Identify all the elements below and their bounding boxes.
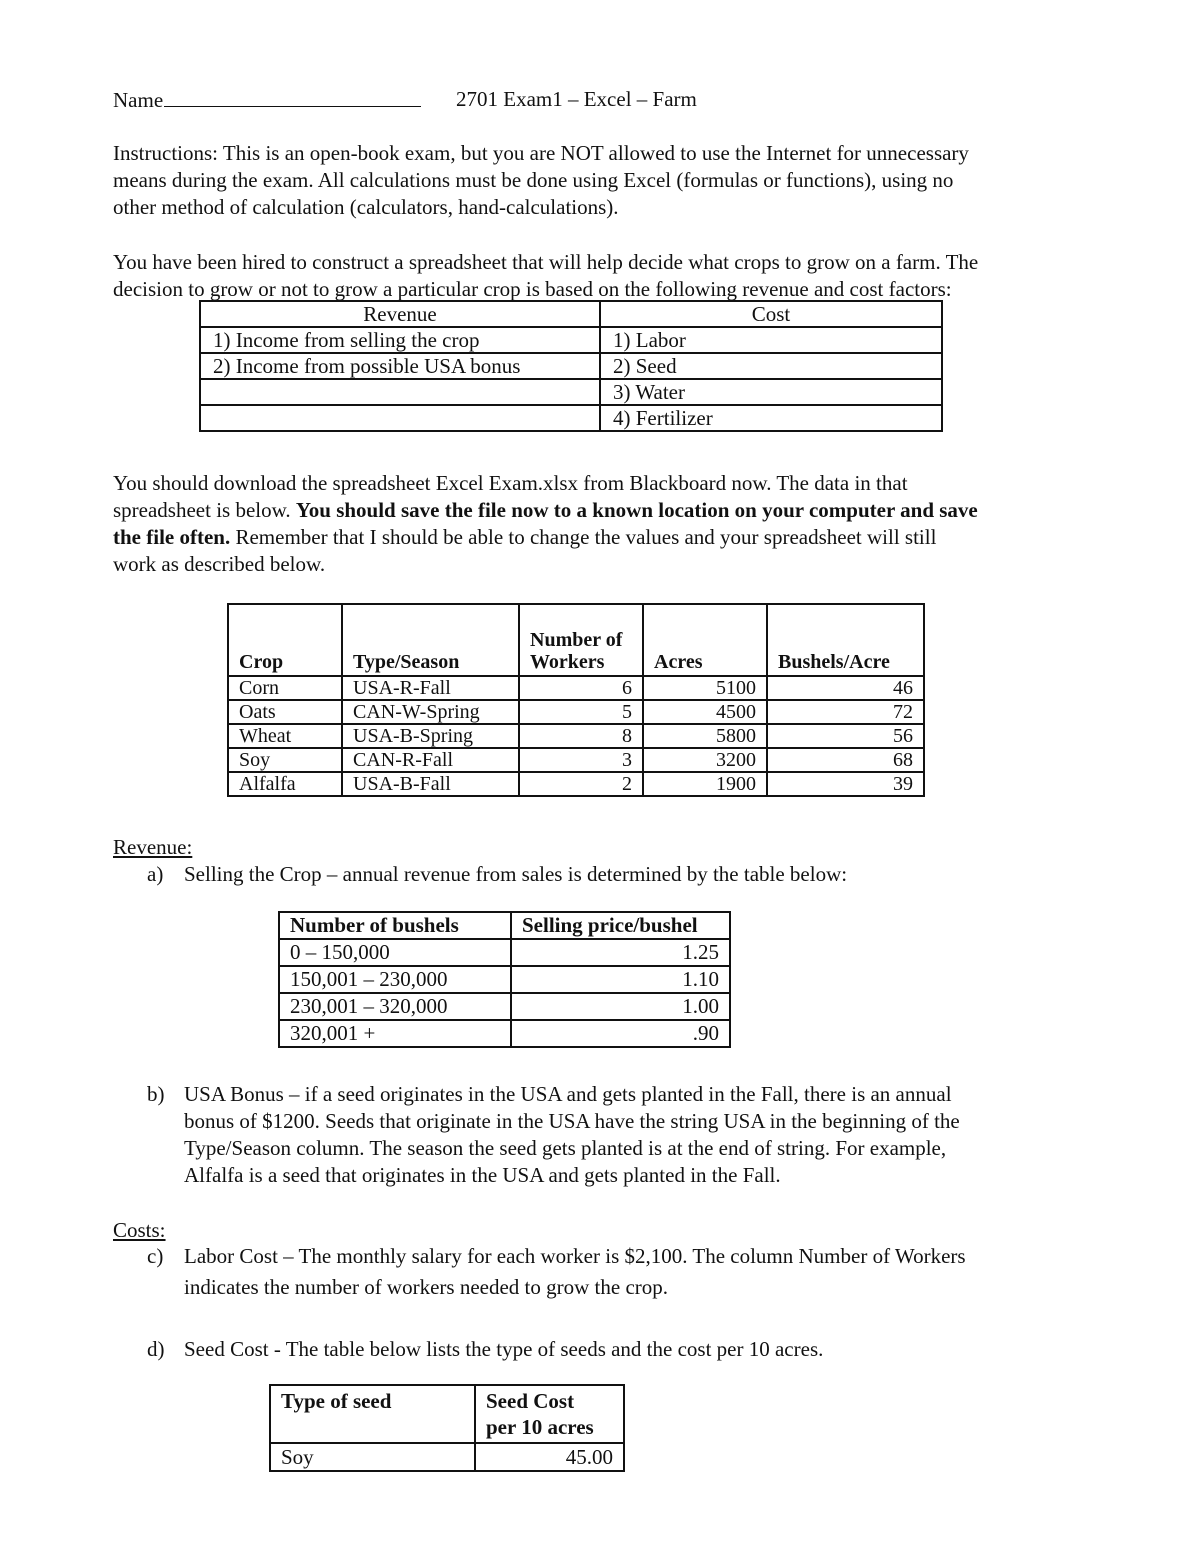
price-header-bushels: Number of bushels: [279, 912, 511, 939]
table-cell: 68: [767, 748, 924, 772]
table-cell: CAN-R-Fall: [342, 748, 519, 772]
price-header-price: Selling price/bushel: [511, 912, 730, 939]
item-c-line-1: Labor Cost – The monthly salary for each worker is $2,100. The column Number of Workers: [184, 1244, 966, 1268]
table-row: [228, 676, 924, 700]
table-cell: 150,001 – 230,000: [279, 966, 511, 993]
download-line-3: [113, 524, 936, 551]
item-b-line-4: Alfalfa is a seed that originates in the USA and gets planted in the Fall.: [184, 1163, 781, 1187]
table-cell: 1.25: [511, 939, 730, 966]
table-cell: [200, 405, 600, 431]
table-row: [279, 966, 730, 993]
seed-table: [269, 1384, 625, 1472]
table-row: [279, 1020, 730, 1047]
table-cell: 6: [519, 676, 643, 700]
factors-header-revenue: Revenue: [200, 301, 600, 327]
crops-header-workers: [519, 604, 643, 676]
table-row: [200, 353, 942, 379]
item-d-text: Seed Cost - The table below lists the type of seeds and the cost per 10 acres.: [184, 1337, 824, 1361]
table-row: [270, 1443, 624, 1471]
table-cell: 2: [519, 772, 643, 796]
table-cell: 8: [519, 724, 643, 748]
table-cell: 230,001 – 320,000: [279, 993, 511, 1020]
table-cell: 2) Seed: [600, 353, 942, 379]
seed-header-cost: [475, 1385, 624, 1443]
item-a-text: Selling the Crop – annual revenue from sales is determined by the table below:: [184, 862, 848, 886]
download-line-3-text: Remember that I should be able to change the values and your spreadsheet will still: [230, 525, 937, 549]
seed-header-cost-line-2: per 10 acres: [486, 1415, 594, 1439]
download-line-3-bold: the file often.: [113, 525, 231, 549]
price-header-row: [279, 912, 730, 939]
table-cell: 45.00: [475, 1443, 624, 1471]
table-cell: 72: [767, 700, 924, 724]
exam-title: 2701 Exam1 – Excel – Farm: [456, 87, 697, 111]
table-row: [200, 405, 942, 431]
instructions-line-1: Instructions: This is an open-book exam, but you are NOT allowed to use the Internet for unnecessary: [113, 141, 969, 165]
item-c-label: c): [147, 1244, 164, 1268]
factors-header-row: [200, 301, 942, 327]
seed-header-cost-line-1: Seed Cost: [486, 1389, 575, 1413]
table-cell: 1.10: [511, 966, 730, 993]
item-b-line-2: bonus of $1200. Seeds that originate in the USA have the string USA in the beginning of the: [184, 1109, 960, 1133]
table-row: [200, 379, 942, 405]
table-row: [228, 724, 924, 748]
seed-header-row: [270, 1385, 624, 1443]
table-cell: 3200: [643, 748, 767, 772]
crops-header-workers-line-1: Number of: [530, 629, 623, 651]
table-cell: 4500: [643, 700, 767, 724]
table-row: [279, 939, 730, 966]
crops-header-workers-line-2: Workers: [530, 651, 605, 673]
table-cell: 1) Income from selling the crop: [200, 327, 600, 353]
item-d-label: d): [147, 1337, 165, 1361]
crops-header-acres: Acres: [643, 604, 767, 676]
table-row: [279, 993, 730, 1020]
name-blank-line: [164, 86, 421, 107]
table-row: [228, 748, 924, 772]
instructions-line-2: means during the exam. All calculations must be done using Excel (formulas or functions), using no: [113, 168, 954, 192]
costs-heading: Costs:: [113, 1218, 166, 1242]
table-cell: 46: [767, 676, 924, 700]
download-line-4: work as described below.: [113, 552, 326, 576]
table-cell: 1.00: [511, 993, 730, 1020]
item-b-line-1: USA Bonus – if a seed originates in the USA and gets planted in the Fall, there is an annual: [184, 1082, 952, 1106]
item-c-line-2: indicates the number of workers needed to grow the crop.: [184, 1275, 669, 1299]
table-row: [200, 327, 942, 353]
download-line-2: [113, 497, 978, 524]
table-cell: Oats: [228, 700, 342, 724]
item-a-label: a): [147, 862, 164, 886]
table-cell: Alfalfa: [228, 772, 342, 796]
table-cell: 3: [519, 748, 643, 772]
table-cell: 56: [767, 724, 924, 748]
table-row: [228, 772, 924, 796]
crops-header-type-season: Type/Season: [342, 604, 519, 676]
crops-table: [227, 603, 925, 797]
item-b-line-3: Type/Season column. The season the seed gets planted is at the end of string. For example,: [184, 1136, 947, 1160]
revenue-heading: Revenue:: [113, 835, 193, 859]
table-cell: 3) Water: [600, 379, 942, 405]
table-cell: 4) Fertilizer: [600, 405, 942, 431]
price-table: [278, 911, 731, 1048]
table-cell: Corn: [228, 676, 342, 700]
table-cell: [200, 379, 600, 405]
table-cell: 5: [519, 700, 643, 724]
table-cell: USA-B-Fall: [342, 772, 519, 796]
item-b-label: b): [147, 1082, 165, 1106]
factors-table: [199, 300, 943, 432]
table-cell: 5800: [643, 724, 767, 748]
table-cell: USA-B-Spring: [342, 724, 519, 748]
factors-header-cost: Cost: [600, 301, 942, 327]
intro-line-1: You have been hired to construct a spreadsheet that will help decide what crops to grow on a farm. The: [113, 250, 979, 274]
table-cell: CAN-W-Spring: [342, 700, 519, 724]
table-cell: Soy: [228, 748, 342, 772]
table-cell: 5100: [643, 676, 767, 700]
table-cell: 320,001 +: [279, 1020, 511, 1047]
download-line-2-bold: You should save the file now to a known location on your computer and save: [295, 498, 978, 522]
table-cell: .90: [511, 1020, 730, 1047]
table-cell: Wheat: [228, 724, 342, 748]
header-line: [113, 86, 421, 114]
crops-header-crop: Crop: [228, 604, 342, 676]
download-line-1: You should download the spreadsheet Excel Exam.xlsx from Blackboard now. The data in that: [113, 471, 908, 495]
name-label: Name: [113, 88, 164, 112]
table-cell: 0 – 150,000: [279, 939, 511, 966]
table-cell: 1900: [643, 772, 767, 796]
table-cell: 2) Income from possible USA bonus: [200, 353, 600, 379]
table-cell: USA-R-Fall: [342, 676, 519, 700]
seed-header-type: Type of seed: [270, 1385, 475, 1443]
crops-header-row: [228, 604, 924, 676]
table-cell: 39: [767, 772, 924, 796]
table-cell: 1) Labor: [600, 327, 942, 353]
table-cell: Soy: [270, 1443, 475, 1471]
crops-header-bushels-acre: Bushels/Acre: [767, 604, 924, 676]
intro-line-2: decision to grow or not to grow a particular crop is based on the following revenue and cost factors:: [113, 277, 952, 301]
table-row: [228, 700, 924, 724]
download-line-2-text: spreadsheet is below.: [113, 498, 296, 522]
instructions-line-3: other method of calculation (calculators, hand-calculations).: [113, 195, 619, 219]
